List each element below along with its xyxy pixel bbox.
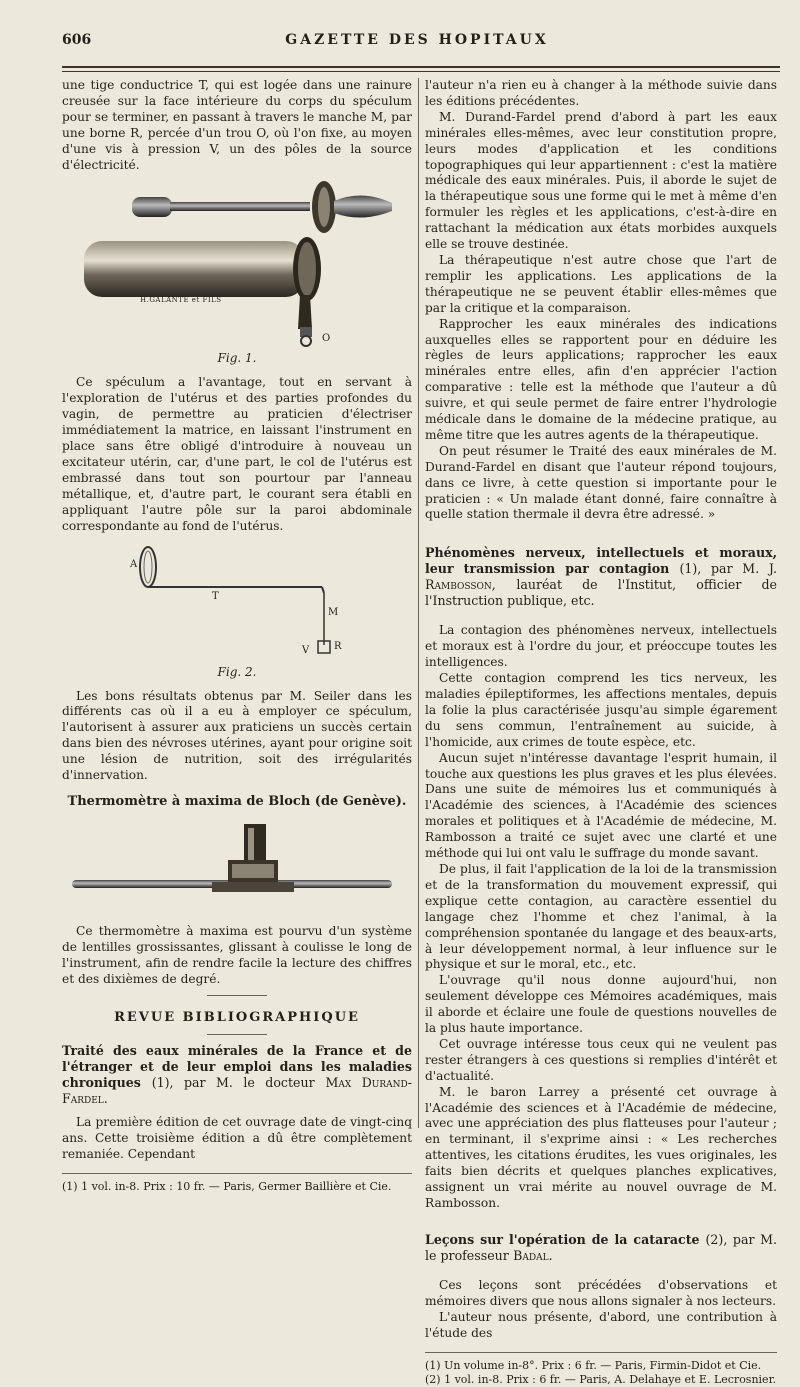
paragraph: Cet ouvrage intéresse tous ceux qui ne veulent pas rester étrangers à ces questions si remplies d'intérêt et d'actualité. — [425, 1036, 777, 1083]
speculum-illustration — [62, 179, 412, 349]
footnote: (1) Un volume in-8°. Prix : 6 fr. — Paris, Firmin-Didot et Cie. — [425, 1358, 762, 1372]
article-title-text: Phénomènes nerveux, intellectuels et moraux, leur transmission par contagion — [425, 545, 777, 577]
article-ref: (2), par M. le professeur — [425, 1231, 777, 1263]
article-ref: (1), par M. le docteur — [151, 1075, 315, 1091]
page-header — [62, 30, 772, 56]
paragraph: Aucun sujet n'intéresse davantage l'esprit humain, il touche aux questions les plus graves et les plus élevées. Dans une suite de mémoires lus et communiqués à l'Académie des sciences, à l'Académie des sciences morales et politiques et à l'Académie de médecine, M. Rambosson a traité ce sujet avec une clarté et une méthode qui lui ont valu le suffrage du monde savant. — [425, 750, 777, 861]
article-author: Badal. — [513, 1247, 553, 1263]
section-title: Thermomètre à maxima de Bloch (de Genève). — [67, 793, 407, 809]
paragraph: une tige conductrice T, qui est logée dans une rainure creusée sur la face intérieure du corps du spéculum pour se terminer, en passant à travers le manche M, par une borne R, percée d'un trou O, où l'on fixe, au moyen d'une vis à pression V, un des pôles de la source d'électricité. — [62, 78, 412, 172]
left-column — [62, 78, 412, 1194]
paragraph: M. le baron Larrey a présenté cet ouvrage à l'Académie des sciences et à l'Académie de médecine, avec une appréciation des plus flatteuses pour l'auteur ; en terminant, il s'exprime ainsi : « Les recherches attentives, les citations érudites, les vues originales, les faits bien décrits et quelques planches explicatives, assignent un vrai mérite au nouvel ouvrage de M. Rambosson. — [425, 1084, 777, 1210]
article-title — [425, 1232, 777, 1264]
paragraph: Rapprocher les eaux minérales des indications auxquelles elles se rapportent pour en déduire les règles de leurs applications; rapprocher les eaux minérales entre elles, afin d'en apprécier l'action comparative : telle est la méthode que l'auteur a dû suivre, et qui seule permet de faire entrer l'hydrologie médicale dans le domaine de la médecine pratique, au même titre que les autres agents de la thérapeutique. — [425, 316, 777, 442]
figure-1 — [62, 179, 412, 369]
paragraph: Cette contagion comprend les tics nerveux, les maladies épileptiformes, les affections mentales, depuis la folie la plus caractérisée jusqu'au simple égarement du sens commun, l'entraînement au suicide, à l'homicide, aux crimes de toute espèce, etc. — [425, 671, 777, 749]
paragraph: On peut résumer le Traité des eaux minérales de M. Durand-Fardel en disant que l'auteur répond toujours, dans ce livre, à cette question si importante pour le praticien : « Un malade étant donné, faire connaître à quelle station thermale il devra être adressé. » — [425, 443, 777, 522]
maker-mark: H.GALANTE et FILS — [140, 296, 222, 305]
paragraph: La contagion des phénomènes nerveux, intellectuels et moraux est à l'ordre du jour, et préoccupe toutes les intelligences. — [425, 623, 777, 670]
paragraph: l'auteur n'a rien eu à changer à la méthode suivie dans les éditions précédentes. — [425, 78, 777, 108]
label-t: T — [212, 590, 219, 602]
footnote: (2) 1 vol. in-8. Prix : 6 fr. — Paris, A. Delahaye et E. Lecrosnier. — [425, 1372, 777, 1386]
paragraph: Ce spéculum a l'avantage, tout en servant à l'exploration de l'utérus et des parties profondes du vagin, de permettre au praticien d'électriser immédiatement la matrice, en laissant l'instrument en place sans être obligé d'introduire à nouveau un excitateur utérin, car, d'une part, le col de l'utérus est embrassé dans tout son pourtour par l'anneau métallique, et, d'autre part, le courant sera établi en appliquant l'autre pôle sur la paroi abdominale correspondante au fond de l'utérus. — [62, 375, 412, 533]
header-rule-thin — [62, 71, 780, 72]
paragraph: Ce thermomètre à maxima est pourvu d'un système de lentilles grossissantes, glissant à coulisse le long de l'instrument, afin de rendre facile la lecture des chiffres et des dixièmes de degré. — [62, 923, 412, 986]
header-rule — [62, 66, 780, 68]
article-title — [425, 545, 777, 609]
thermometer-figure — [62, 818, 412, 918]
label-m: M — [328, 606, 339, 618]
article-author: Rambosson, — [425, 577, 496, 593]
figure-caption: Fig. 1. — [217, 351, 257, 366]
paragraph: Les bons résultats obtenus par M. Seiler dans les différents cas où il a eu à employer ce spéculum, l'autorisent à assurer aux praticiens un succès certain dans bien des névroses utérines, ayant pour origine soit une lésion de nutrition, soit des irrégularités d'innervation. — [62, 688, 412, 783]
paragraph: L'auteur nous présente, d'abord, une contribution à l'étude des — [425, 1309, 777, 1340]
paragraph: De plus, il fait l'application de la loi de la transmission et de la transformation du mouvement expressif, qui explique cette contagion, au caractère essentiel du langage chez l'homme et chez l'animal, à la compréhension spontanée du langage et des beaux-arts, à leur développement normal, à leur influence sur le physique et sur le moral, etc., etc. — [425, 861, 777, 972]
paragraph: La thérapeutique n'est autre chose que l'art de remplir les applications. Les applications de la thérapeutique ne se peuvent établir elles-mêmes que par la critique et la comparaison. — [425, 252, 777, 315]
article-title — [62, 1043, 412, 1107]
figure-caption: Fig. 2. — [217, 664, 257, 679]
figure-2 — [62, 545, 412, 683]
journal-title: GAZETTE DES HOPITAUX — [285, 32, 549, 48]
right-column — [425, 78, 777, 1387]
paragraph: L'ouvrage qu'il nous donne aujourd'hui, non seulement développe ces Mémoires académiques, mais il aborde et éclaire une foule de questions nouvelles de la plus haute importance. — [425, 973, 777, 1036]
footnote-rule — [62, 1173, 412, 1174]
article-ref: (1), par M. J. — [679, 561, 777, 577]
footnote-rule — [425, 1352, 777, 1353]
column-divider — [418, 78, 419, 1128]
paragraph: Ces leçons sont précédées d'observations et mémoires divers que nous allons signaler à nos lecteurs. — [425, 1277, 777, 1308]
page-number: 606 — [62, 32, 92, 48]
paragraph: La première édition de cet ouvrage date de vingt-cinq ans. Cette troisième édition a dû être complètement remaniée. Cependant — [62, 1115, 412, 1162]
paragraph: M. Durand-Fardel prend d'abord à part les eaux minérales elles-mêmes, avec leur constitution propre, leurs modes d'application et les conditions topographiques qui leur appartiennent : c'est la matière médicale des eaux minérales. Puis, il aborde le sujet de la thérapeutique sous une forme qui le met à même d'en formuler les règles et les applications, c'est-à-dire en rattachant la médication aux états morbides auxquels elle se trouve destinée. — [425, 109, 777, 252]
figure-label-o: O — [322, 333, 331, 345]
label-r: R — [334, 640, 342, 652]
label-v: V — [302, 644, 310, 656]
section-heading: REVUE BIBLIOGRAPHIQUE — [114, 1010, 360, 1026]
article-author: Max Durand-Fardel. — [62, 1075, 412, 1107]
separator — [207, 1034, 267, 1035]
conductor-diagram — [62, 545, 412, 663]
article-title-text: Leçons sur l'opération de la cataracte — [425, 1231, 700, 1247]
article-author-info: lauréat de l'Institut, officier de l'Instruction publique, etc. — [425, 577, 777, 609]
footnote: (1) 1 vol. in-8. Prix : 10 fr. — Paris, Germer Baillière et Cie. — [62, 1180, 392, 1194]
article-title-text: Traité des eaux minérales de la France et de l'étranger et de leur emploi dans les maladies chroniques — [62, 1043, 412, 1091]
thermometer-illustration — [62, 818, 412, 918]
separator — [207, 995, 267, 996]
label-a: A — [130, 558, 138, 570]
